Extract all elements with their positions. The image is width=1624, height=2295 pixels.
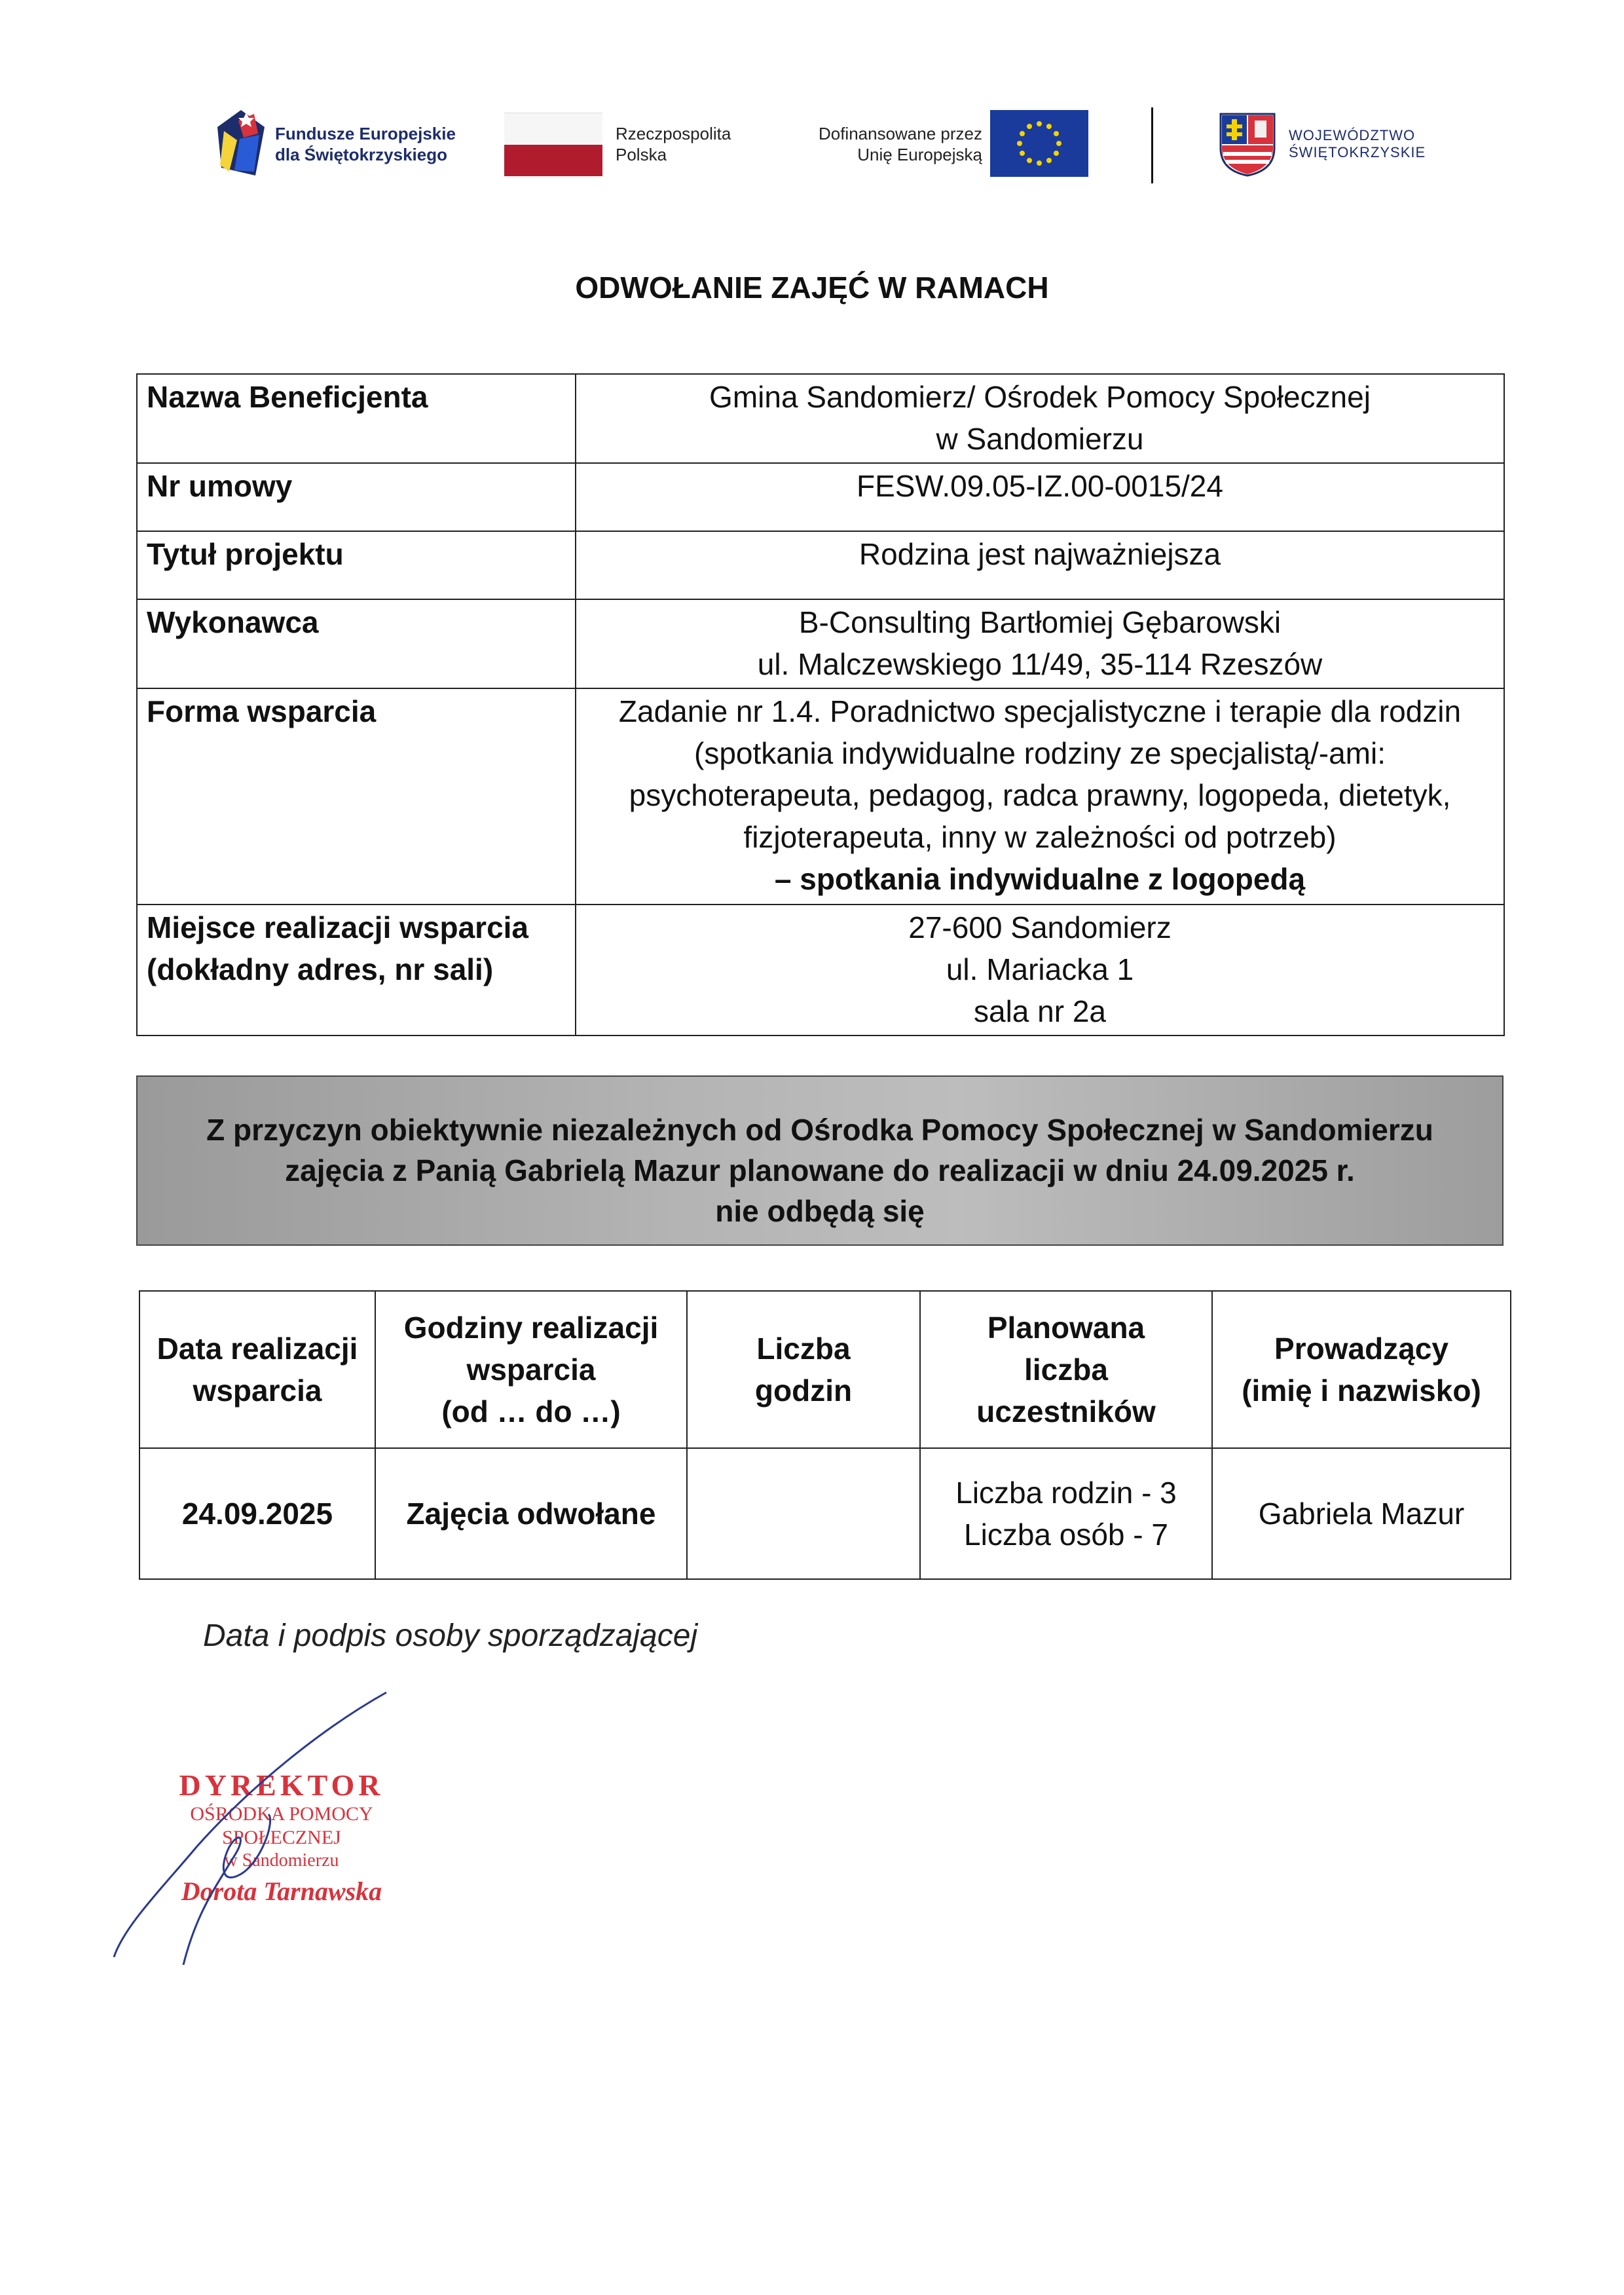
schedule-row <box>139 1448 1511 1579</box>
support-form-line-4: fizjoterapeuta, inny w zależności od potrzeb) <box>743 820 1337 854</box>
cell-date: 24.09.2025 <box>139 1448 375 1579</box>
header-lead <box>1212 1291 1511 1448</box>
cell-planned-line-1: Liczba rodzin - 3 <box>955 1476 1177 1510</box>
header-hours-line-1: Godziny realizacji <box>403 1311 659 1345</box>
header-hours <box>375 1291 687 1448</box>
contract-value: FESW.09.05-IZ.00-0015/24 <box>576 463 1504 531</box>
support-form-line-3: psychoterapeuta, pedagog, radca prawny, logopeda, dietetyk, <box>629 778 1451 812</box>
cancellation-notice <box>136 1075 1504 1246</box>
rp-line-1: Rzeczpospolita <box>616 124 731 143</box>
ue-line-2: Unię Europejską <box>857 145 982 164</box>
header-date-line-2: wsparcia <box>193 1373 322 1408</box>
contractor-value <box>576 599 1504 688</box>
rp-line-2: Polska <box>616 145 667 164</box>
wojewodztwo-text <box>1289 127 1426 161</box>
header-lead-line-2: (imię i nazwisko) <box>1242 1373 1481 1408</box>
project-title-label: Tytuł projektu <box>137 531 576 599</box>
project-title-value: Rodzina jest najważniejsza <box>576 531 1504 599</box>
header-count-line-2: godzin <box>754 1373 853 1408</box>
header-date <box>139 1291 375 1448</box>
polish-flag <box>504 113 602 176</box>
support-form-line-1: Zadanie nr 1.4. Poradnictwo specjalistyczne i terapie dla rodzin <box>618 694 1462 728</box>
contract-row <box>137 463 1504 531</box>
place-value <box>576 905 1504 1036</box>
notice-line-2: zajęcia z Panią Gabrielą Mazur planowane do realizacji w dniu 24.09.2025 r. <box>285 1153 1355 1187</box>
contractor-row <box>137 599 1504 688</box>
header-planned-line-2: liczba <box>1024 1353 1108 1387</box>
header-hours-line-2: wsparcia <box>466 1353 596 1387</box>
header-planned-line-1: Planowana <box>987 1311 1145 1345</box>
signature-caption: Data i podpis osoby sporządzającej <box>203 1618 698 1653</box>
header-date-line-1: Data realizacji <box>157 1332 358 1366</box>
woj-line-2: ŚWIĘTOKRZYSKIE <box>1289 144 1426 160</box>
header-hours-count <box>687 1291 920 1448</box>
place-line-1: 27-600 Sandomierz <box>908 910 1172 944</box>
header-planned <box>920 1291 1212 1448</box>
stamp-line-3: w Sandomierzu <box>224 1850 339 1871</box>
logo-divider <box>1151 107 1153 183</box>
logo-bar <box>210 98 1454 190</box>
place-label <box>137 905 576 1036</box>
rzeczpospolita-text <box>616 123 731 165</box>
beneficiary-label: Nazwa Beneficjenta <box>137 374 576 463</box>
contract-label: Nr umowy <box>137 463 576 531</box>
swietokrzyskie-crest <box>1218 111 1277 177</box>
stamp-line-4: Dorota Tarnawska <box>181 1876 382 1906</box>
support-form-value <box>576 688 1504 905</box>
cell-hours: Zajęcia odwołane <box>375 1448 687 1579</box>
beneficiary-row <box>137 374 1504 463</box>
beneficiary-value <box>576 374 1504 463</box>
support-form-label: Forma wsparcia <box>137 688 576 905</box>
schedule-table <box>139 1290 1511 1580</box>
place-line-3: sala nr 2a <box>973 994 1106 1028</box>
header-planned-line-3: uczestników <box>976 1394 1156 1428</box>
fe-line-1: Fundusze Europejskie <box>275 124 456 143</box>
contractor-line-2: ul. Malczewskiego 11/49, 35-114 Rzeszów <box>757 647 1323 681</box>
header-hours-line-3: (od … do …) <box>441 1394 621 1428</box>
ue-line-1: Dofinansowane przez <box>818 124 982 143</box>
place-row <box>137 905 1504 1036</box>
handwritten-signature <box>105 1690 406 1965</box>
contractor-line-1: B-Consulting Bartłomiej Gębarowski <box>798 605 1282 639</box>
cell-planned-line-2: Liczba osób - 7 <box>964 1518 1168 1552</box>
place-label-line-2: (dokładny adres, nr sali) <box>147 952 494 986</box>
support-form-row <box>137 688 1504 905</box>
cell-hours-count <box>687 1448 920 1579</box>
document-title: ODWOŁANIE ZAJĘĆ W RAMACH <box>575 271 1049 305</box>
notice-line-1: Z przyczyn obiektywnie niezależnych od Ośrodka Pomocy Społecznej w Sandomierzu <box>206 1113 1433 1147</box>
beneficiary-line-1: Gmina Sandomierz/ Ośrodek Pomocy Społecznej <box>709 380 1371 414</box>
support-form-line-2: (spotkania indywidualne rodziny ze specjalistą/-ami: <box>694 736 1386 770</box>
project-info-table <box>136 373 1505 1036</box>
notice-line-3: nie odbędą się <box>715 1194 925 1228</box>
fe-line-2: dla Świętokrzyskiego <box>275 145 447 164</box>
schedule-header-row <box>139 1291 1511 1448</box>
cell-lead: Gabriela Mazur <box>1212 1448 1511 1579</box>
eu-flag <box>990 110 1088 177</box>
header-count-line-1: Liczba <box>756 1332 851 1366</box>
header-lead-line-1: Prowadzący <box>1274 1332 1449 1366</box>
woj-line-1: WOJEWÓDZTWO <box>1289 127 1416 143</box>
stamp-line-2: OŚRODKA POMOCY SPOŁECZNEJ <box>190 1803 373 1848</box>
fundusze-europejskie-text <box>275 123 456 165</box>
eu-funding-text <box>786 123 982 165</box>
support-form-line-5: – spotkania indywidualne z logopedą <box>774 862 1306 896</box>
place-line-2: ul. Mariacka 1 <box>946 952 1134 986</box>
beneficiary-line-2: w Sandomierzu <box>936 422 1144 456</box>
place-label-line-1: Miejsce realizacji wsparcia <box>147 910 529 944</box>
stamp-line-1: DYREKTOR <box>179 1768 384 1802</box>
cell-planned <box>920 1448 1212 1579</box>
fundusze-europejskie-logo <box>215 107 267 178</box>
project-title-row <box>137 531 1504 599</box>
contractor-label: Wykonawca <box>137 599 576 688</box>
